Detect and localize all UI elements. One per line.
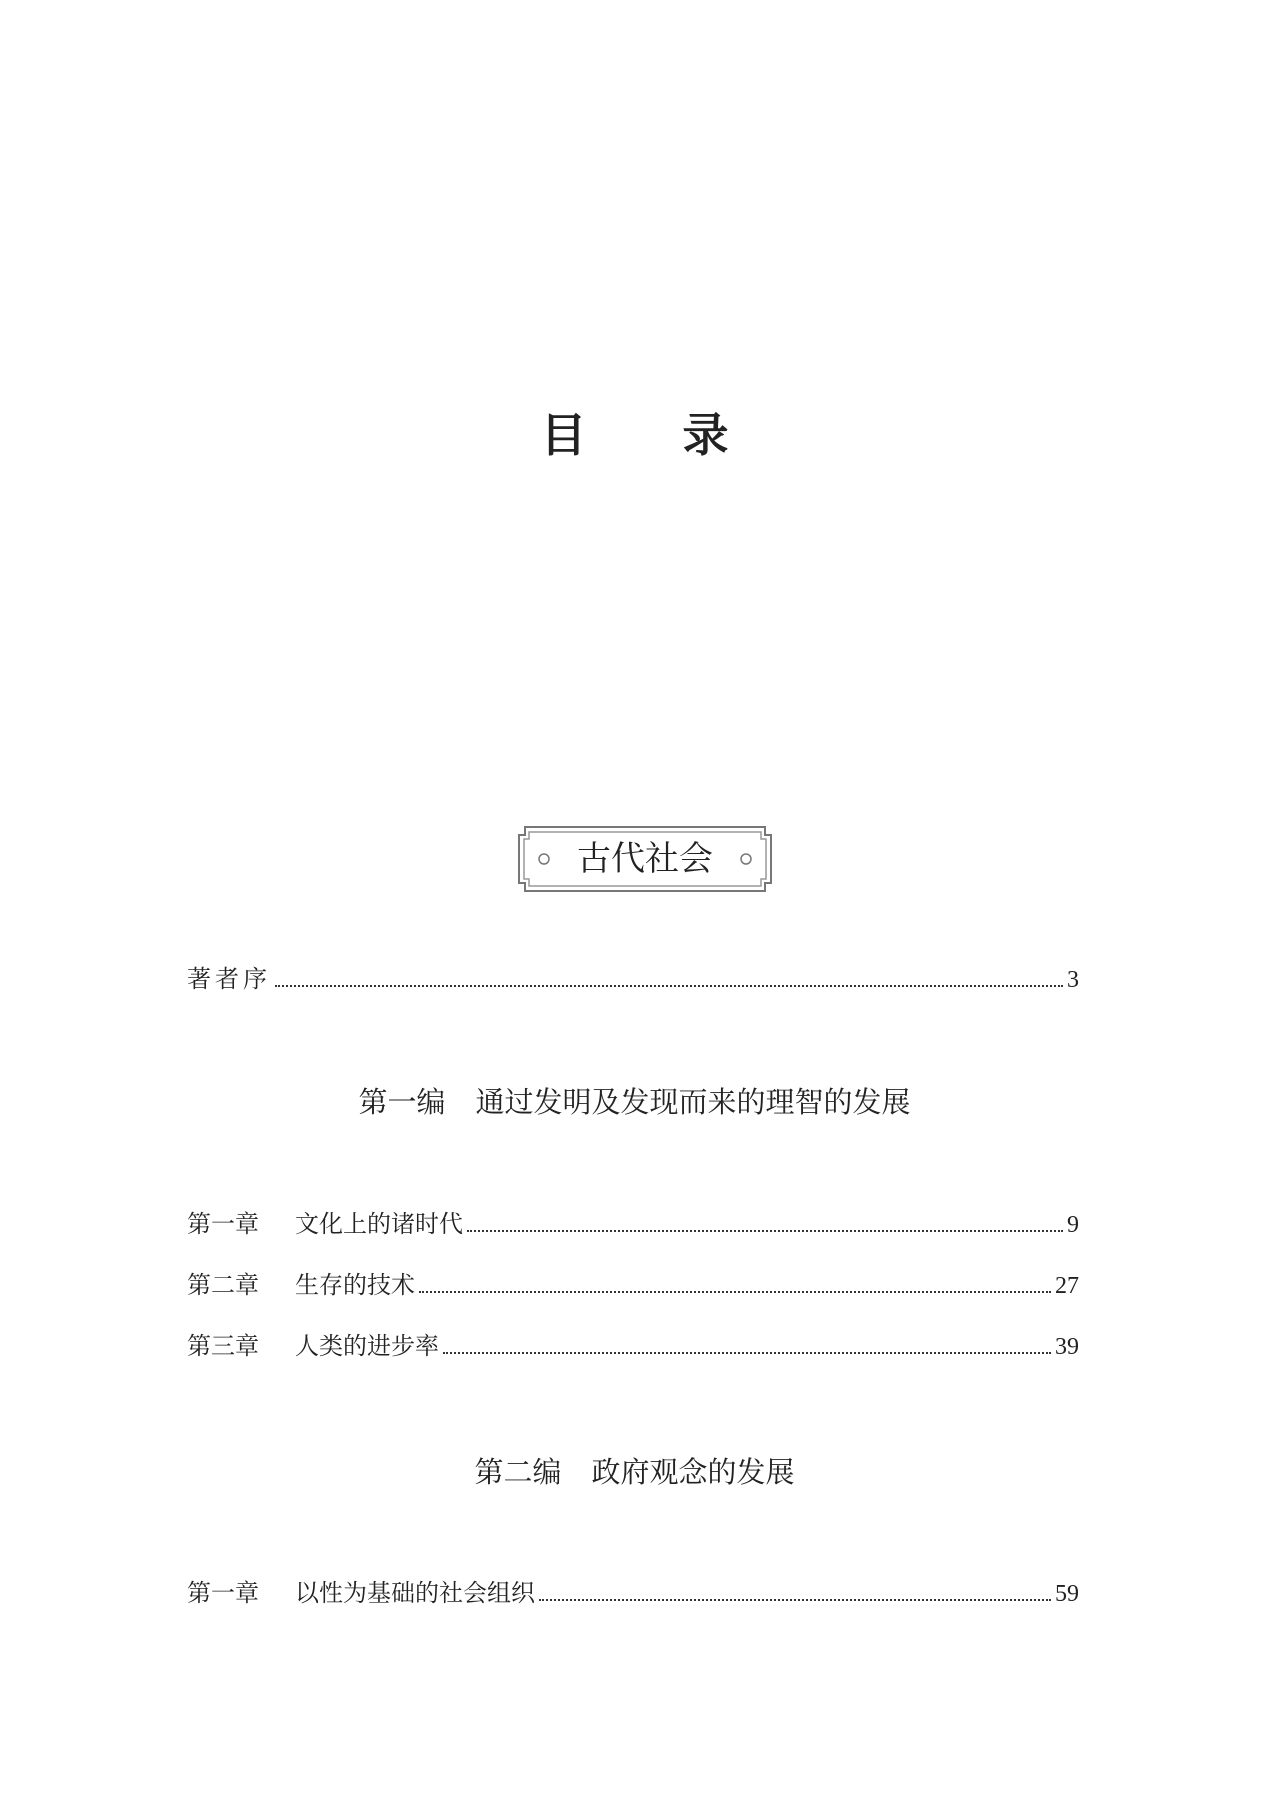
part-number: 第一编 <box>358 1085 446 1119</box>
dot-leader <box>539 1598 1051 1601</box>
dot-leader <box>275 984 1063 987</box>
preface-label: 著者序 <box>187 965 271 993</box>
dot-leader <box>467 1229 1063 1232</box>
page-number: 59 <box>1055 1581 1079 1607</box>
page-number: 39 <box>1055 1334 1079 1360</box>
toc-entry-part1-ch3[interactable] <box>187 1329 1079 1363</box>
chapter-title: 人类的进步率 <box>295 1332 439 1360</box>
chapter-number: 第一章 <box>187 1210 259 1238</box>
toc-entry-part2-ch1[interactable] <box>187 1576 1079 1610</box>
part-title: 政府观念的发展 <box>591 1455 795 1489</box>
chapter-title: 以性为基础的社会组织 <box>295 1579 535 1607</box>
page-number: 9 <box>1067 1212 1079 1238</box>
part-heading-1 <box>0 1082 1269 1122</box>
part-number: 第二编 <box>474 1455 562 1489</box>
chapter-title: 生存的技术 <box>295 1271 415 1299</box>
toc-entry-part1-ch2[interactable] <box>187 1268 1079 1302</box>
section-label-frame <box>517 825 773 893</box>
chapter-title: 文化上的诸时代 <box>295 1210 463 1238</box>
chapter-number: 第二章 <box>187 1271 259 1299</box>
dot-leader <box>419 1290 1051 1293</box>
chapter-number: 第三章 <box>187 1332 259 1360</box>
dot-leader <box>443 1351 1051 1354</box>
part-title: 通过发明及发现而来的理智的发展 <box>475 1085 911 1119</box>
part-heading-2 <box>0 1452 1269 1492</box>
page-number: 27 <box>1055 1273 1079 1299</box>
page-title: 目 录 <box>540 408 769 462</box>
toc-entry-preface[interactable] <box>187 962 1079 996</box>
section-label: 古代社会 <box>577 839 713 879</box>
chapter-number: 第一章 <box>187 1579 259 1607</box>
toc-entry-part1-ch1[interactable] <box>187 1207 1079 1241</box>
page-number: 3 <box>1067 967 1079 993</box>
